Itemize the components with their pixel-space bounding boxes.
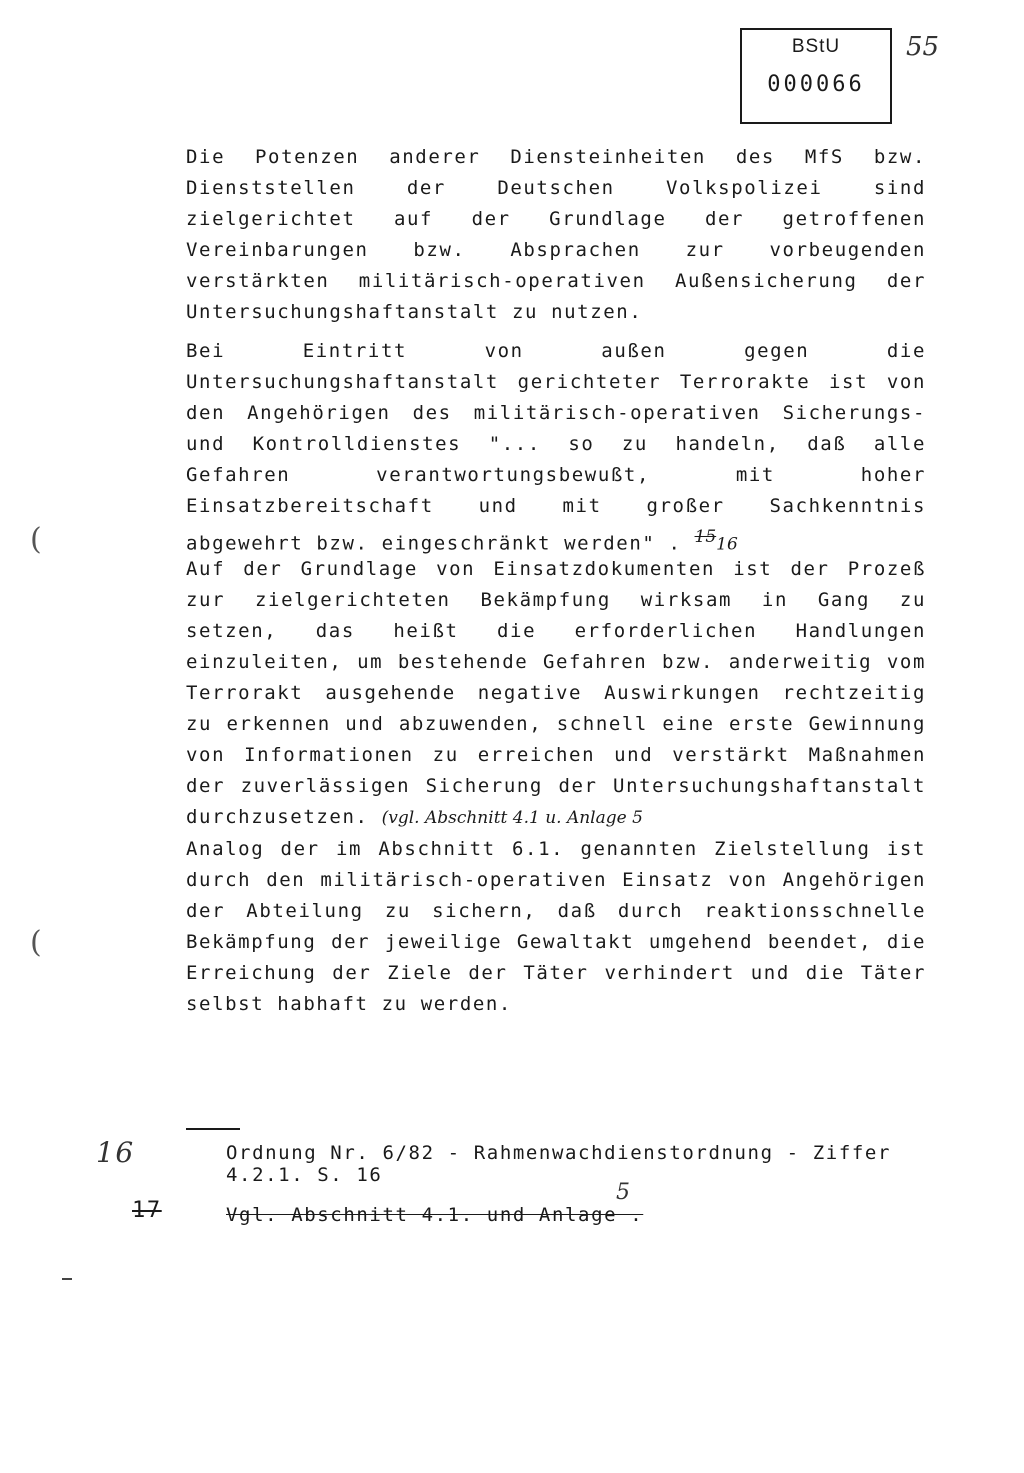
- paragraph-2-text: Bei Eintritt von außen gegen die Untersuchungshaftanstalt gerichteter Terrorakte ist von den Angehörigen des militärisch-operativen Sicherungs- und Kontrolldienstes "... so zu handeln, daß alle Gefahren verantwortungsbewußt, mit hoher Einsatzbereitschaft und mit großer Sachkenntnis abgewehrt bzw. eingeschränkt werden" .: [186, 340, 926, 555]
- footnote-2-hand-insert: 5: [616, 1180, 630, 1205]
- footnote-2-number: 17: [132, 1198, 162, 1223]
- footnote-separator: [186, 1128, 240, 1130]
- stamp-label: BStU: [791, 36, 841, 57]
- paragraph-4-text: Analog der im Abschnitt 6.1. genannten Zielstellung ist durch den militärisch-operativen Einsatz von Angehörigen der Abteilung zu sichern, daß durch reaktionsschnelle Bekämpfung der jeweilige Gewaltakt umgehend beendet, die Erreichung der Ziele der Täter verhindert und die Täter selbst habhaft zu werden.: [186, 838, 926, 1015]
- handwritten-page-number: 55: [906, 32, 940, 62]
- paragraph-1-text: Die Potenzen anderer Diensteinheiten des MfS bzw. Dienststellen der Deutschen Volkspolizei sind zielgerichtet auf der Grundlage der getroffenen Vereinbarungen bzw. Absprachen zur vorbeugenden verstärkten militärisch-operativen Außensicherung der Untersuchungshaftanstalt zu nutzen.: [186, 146, 926, 323]
- footnote-2-text: Vgl. Abschnitt 4.1. und Anlage .: [226, 1204, 644, 1226]
- handwritten-note: (vgl. Abschnitt 4.1 u. Anlage 5: [381, 808, 643, 828]
- paragraph-2: [186, 336, 926, 560]
- margin-punch-mark: (: [30, 522, 42, 557]
- paragraph-4: [186, 834, 926, 1020]
- struck-footnote-ref: 15: [694, 527, 717, 547]
- footnote-1-number: 16: [96, 1136, 135, 1169]
- stray-mark: [62, 1278, 72, 1280]
- handwritten-footnote-ref: 16: [716, 534, 738, 555]
- paragraph-3-text: Auf der Grundlage von Einsatzdokumenten ist der Prozeß zur zielgerichteten Bekämpfung wirksam in Gang zu setzen, das heißt die erforderlichen Handlungen einzuleiten, um bestehende Gefahren bzw. anderweitig vom Terrorakt ausgehende negative Auswirkungen rechtzeitig zu erkennen und abzuwenden, schnell eine erste Gewinnung von Informationen zu erreichen und verstärkt Maßnahmen der zuverlässigen Sicherung der Untersuchungshaftanstalt durchzusetzen.: [186, 558, 926, 828]
- archive-stamp: [740, 28, 892, 124]
- margin-punch-mark: (: [30, 925, 42, 960]
- stamp-number: 000066: [767, 72, 865, 97]
- paragraph-1: [186, 142, 926, 328]
- footnote-1-text: Ordnung Nr. 6/82 - Rahmenwachdienstordnung - Ziffer 4.2.1. S. 16: [226, 1142, 891, 1186]
- paragraph-3: [186, 554, 926, 834]
